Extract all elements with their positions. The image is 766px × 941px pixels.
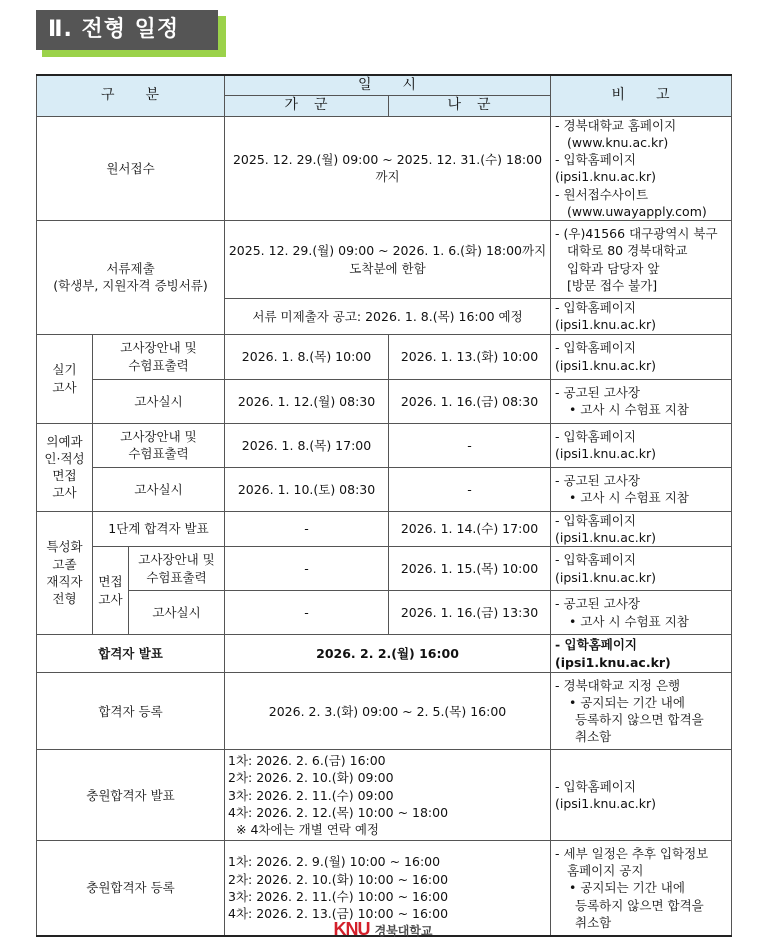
additional-announcement-note: - 입학홈페이지(ipsi1.knu.ac.kr)	[551, 750, 732, 841]
medical-exam-ga: 2026. 1. 10.(토) 08:30	[225, 467, 389, 511]
table-row	[37, 591, 732, 635]
header-remarks: 비 고	[551, 75, 732, 116]
special-exam-label: 고사실시	[129, 591, 225, 635]
special-exam-na: 2026. 1. 16.(금) 13:30	[389, 591, 551, 635]
documents-schedule: 2025. 12. 29.(월) 09:00 ~ 2026. 1. 6.(화) 18:00까지 도착분에 한함	[225, 221, 551, 299]
medical-label: 의예과 인·적성 면접 고사	[37, 423, 93, 511]
medical-guide-label: 고사장안내 및 수험표출력	[93, 423, 225, 467]
application-schedule: 2025. 12. 29.(월) 09:00 ~ 2025. 12. 31.(수) 18:00까지	[225, 116, 551, 221]
registration-notes: - 경북대학교 지정 은행 • 공지되는 기간 내에 등록하지 않으면 합격을 취소함	[551, 673, 732, 750]
special-stage1-na: 2026. 1. 14.(수) 17:00	[389, 511, 551, 547]
special-guide-na: 2026. 1. 15.(목) 10:00	[389, 547, 551, 591]
special-stage1-label: 1단계 합격자 발표	[93, 511, 225, 547]
medical-guide-note: - 입학홈페이지(ipsi1.knu.ac.kr)	[551, 423, 732, 467]
practical-exam-label: 고사실시	[93, 379, 225, 423]
documents-label: 서류제출 (학생부, 지원자격 증빙서류)	[37, 221, 225, 335]
footer-logo	[0, 919, 766, 940]
header-schedule: 일 시	[225, 75, 551, 96]
additional-announcement-label: 충원합격자 발표	[37, 750, 225, 841]
practical-guide-label: 고사장안내 및 수험표출력	[93, 334, 225, 379]
table-row	[37, 673, 732, 750]
practical-exam-ga: 2026. 1. 12.(월) 08:30	[225, 379, 389, 423]
special-exam-ga: -	[225, 591, 389, 635]
documents-notes: - (우)41566 대구광역시 북구 대학로 80 경북대학교 입학과 담당자 앞 [방문 접수 불가]	[551, 221, 732, 299]
table-row	[37, 750, 732, 841]
special-stage1-ga: -	[225, 511, 389, 547]
documents-missing-notice: 서류 미제출자 공고: 2026. 1. 8.(목) 16:00 예정	[225, 299, 551, 335]
header-group-na: 나 군	[389, 96, 551, 116]
additional-announcement-schedule: 1차: 2026. 2. 6.(금) 16:00 2차: 2026. 2. 10.(화) 09:00 3차: 2026. 2. 11.(수) 09:00 4차: 2026. 2. 12.(목) 10:00 ~ 18:00 ※ 4차에는 개별 연락 예정	[225, 750, 551, 841]
practical-exam-note: - 공고된 고사장 • 고사 시 수험표 지참	[551, 379, 732, 423]
medical-guide-na: -	[389, 423, 551, 467]
practical-guide-ga: 2026. 1. 8.(목) 10:00	[225, 334, 389, 379]
special-stage1-note: - 입학홈페이지(ipsi1.knu.ac.kr)	[551, 511, 732, 547]
table-row	[37, 379, 732, 423]
table-row	[37, 635, 732, 673]
special-guide-label: 고사장안내 및 수험표출력	[129, 547, 225, 591]
table-row	[37, 511, 732, 547]
special-guide-note: - 입학홈페이지(ipsi1.knu.ac.kr)	[551, 547, 732, 591]
header-category: 구 분	[37, 75, 225, 116]
application-label: 원서접수	[37, 116, 225, 221]
admission-schedule-table	[36, 74, 732, 937]
table-row	[37, 467, 732, 511]
registration-schedule: 2026. 2. 3.(화) 09:00 ~ 2. 5.(목) 16:00	[225, 673, 551, 750]
medical-exam-na: -	[389, 467, 551, 511]
special-interview-label: 면접 고사	[93, 547, 129, 635]
practical-label: 실기 고사	[37, 334, 93, 423]
application-notes: - 경북대학교 홈페이지 (www.knu.ac.kr) - 입학홈페이지(ipsi1.knu.ac.kr) - 원서접수사이트 (www.uwayapply.com)	[551, 116, 732, 221]
table-row	[37, 221, 732, 299]
medical-guide-ga: 2026. 1. 8.(목) 17:00	[225, 423, 389, 467]
announcement-label: 합격자 발표	[37, 635, 225, 673]
registration-label: 합격자 등록	[37, 673, 225, 750]
knu-logo-text: 경북대학교	[374, 924, 433, 938]
additional-registration-schedule: 1차: 2026. 2. 9.(월) 10:00 ~ 16:00 2차: 2026. 2. 10.(화) 10:00 ~ 16:00 3차: 2026. 2. 11.(수) 10:00 ~ 16:00 4차: 2026. 2. 13.(금) 10:00 ~ 16:00	[225, 841, 551, 936]
table-header-row	[37, 75, 732, 96]
header-group-ga: 가 군	[225, 96, 389, 116]
documents-missing-note: - 입학홈페이지(ipsi1.knu.ac.kr)	[551, 299, 732, 335]
practical-guide-note: - 입학홈페이지(ipsi1.knu.ac.kr)	[551, 334, 732, 379]
additional-registration-label: 충원합격자 등록	[37, 841, 225, 936]
special-exam-note: - 공고된 고사장 • 고사 시 수험표 지참	[551, 591, 732, 635]
section-title: Ⅱ. 전형 일정	[36, 10, 218, 50]
table-row	[37, 334, 732, 379]
table-row	[37, 423, 732, 467]
special-label: 특성화 고졸 재직자 전형	[37, 511, 93, 635]
announcement-note: - 입학홈페이지(ipsi1.knu.ac.kr)	[551, 635, 732, 673]
practical-guide-na: 2026. 1. 13.(화) 10:00	[389, 334, 551, 379]
practical-exam-na: 2026. 1. 16.(금) 08:30	[389, 379, 551, 423]
special-guide-ga: -	[225, 547, 389, 591]
knu-logo-mark: KNU	[333, 919, 370, 939]
section-title-block	[36, 10, 226, 57]
table-row	[37, 547, 732, 591]
medical-exam-note: - 공고된 고사장 • 고사 시 수험표 지참	[551, 467, 732, 511]
additional-registration-notes: - 세부 일정은 추후 입학정보 홈페이지 공지 • 공지되는 기간 내에 등록하지 않으면 합격을 취소함	[551, 841, 732, 936]
table-row	[37, 116, 732, 221]
announcement-schedule: 2026. 2. 2.(월) 16:00	[225, 635, 551, 673]
medical-exam-label: 고사실시	[93, 467, 225, 511]
